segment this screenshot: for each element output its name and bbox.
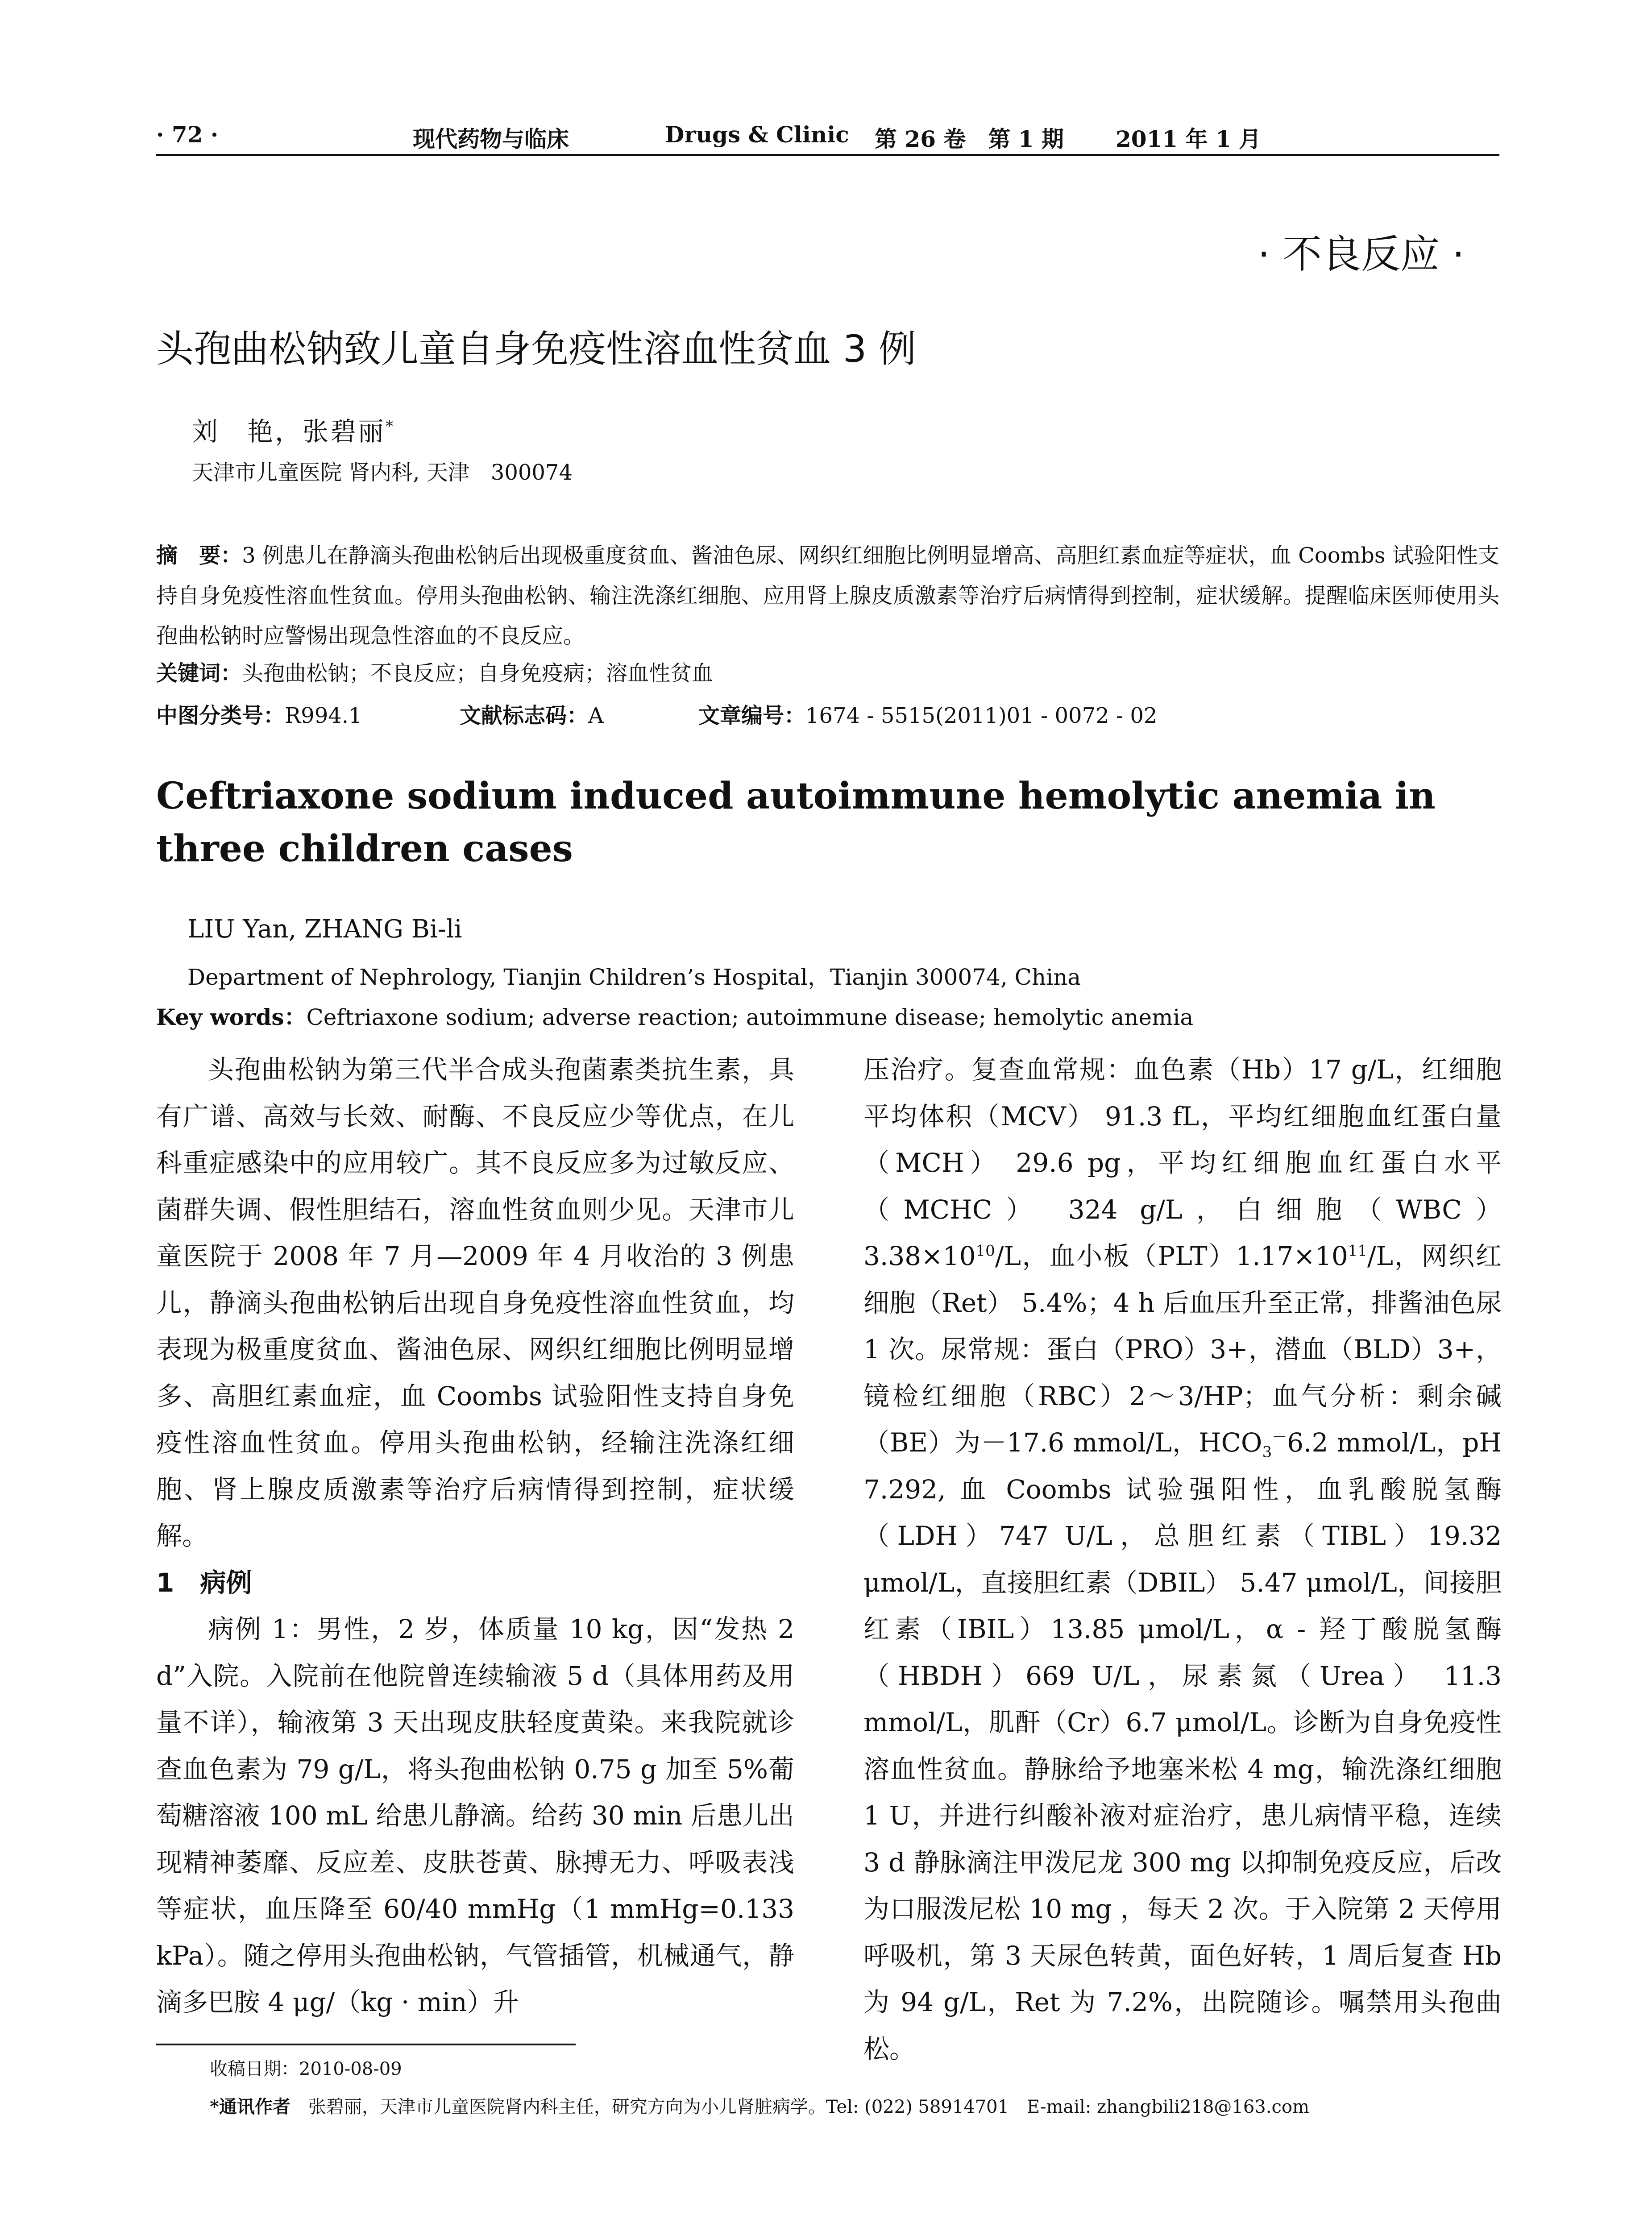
superscript: 10 xyxy=(975,1242,995,1260)
received-date: 收稿日期：2010-08-09 xyxy=(210,2059,402,2079)
doc-code-label: 文献标志码： xyxy=(460,703,589,728)
clc-value: R994.1 xyxy=(285,703,362,728)
corresponding-author xyxy=(210,2093,1309,2118)
authors-en: LIU Yan, ZHANG Bi-li xyxy=(187,915,462,944)
superscript: － xyxy=(1272,1428,1287,1447)
keywords-en xyxy=(156,999,1193,1032)
abstract xyxy=(156,535,1499,656)
article-title-en: Ceftriaxone sodium induced autoimmune hemolytic anemia in three children cases xyxy=(156,775,1436,870)
page-number: · 72 · xyxy=(156,121,219,148)
keywords-zh xyxy=(156,656,713,687)
issue-date: 2011 年 1 月 xyxy=(1116,126,1262,152)
case1-continued xyxy=(863,1046,1502,2072)
text-run: /L，网织红细胞（Ret） 5.4%；4 h 后血压升至正常，排酱油色尿 1 次。尿常规：蛋白（PRO）3+，潜血（BLD）3+，镜检红细胞（RBC）2～3/HP；血气分析：剩余碱（BE）为－17.6 mmol/L，HCO xyxy=(863,1241,1502,1458)
section-heading-cases: 1 病例 xyxy=(156,1567,252,1598)
keywords-zh-label: 关键词： xyxy=(156,661,242,686)
article-number xyxy=(698,698,1157,729)
clc-label: 中图分类号： xyxy=(156,703,285,728)
case1-paragraph: 病例 1：男性，2 岁，体质量 10 kg，因“发热 2 d”入院。入院前在他院曾连续输液 5 d（具体用药及用量不详），输液第 3 天出现皮肤轻度黄染。来我院就诊查血色素为 79 g/L，将头孢曲松钠 0.75 g 加至 5%葡萄糖溶液 100 mL 给患儿静滴。给药 30 min 后患儿出现精神萎靡、反应差、皮肤苍黄、脉搏无力、呼吸表浅等症状，血压降至 60/40 mmHg（1 mmHg=0.133 kPa）。随之停用头孢曲松钠，气管插管，机械通气，静滴多巴胺 4 μg/（kg · min）升 xyxy=(156,1614,794,2017)
doc-code xyxy=(460,698,604,729)
authors-zh xyxy=(192,411,395,448)
journal-name-en: Drugs & Clinic xyxy=(665,121,849,148)
section-tag: · 不良反应 · xyxy=(1258,231,1465,277)
article-number-value: 1674 - 5515(2011)01 - 0072 - 02 xyxy=(805,703,1158,728)
text-run: /L，血小板（PLT）1.17×10 xyxy=(995,1241,1348,1271)
text-run: 压治疗。复查血常规：血色素（Hb）17 g/L，红细胞平均体积（MCV） 91.3 fL，平均红细胞血红蛋白量（MCH） 29.6 pg，平均红细胞血红蛋白水平（MCHC） 324 g/L，白细胞（WBC） 3.38×10 xyxy=(863,1054,1502,1271)
volume-issue: 第 26 卷 第 1 期 xyxy=(875,126,1064,152)
keywords-en-label: Key words： xyxy=(156,1004,307,1030)
abstract-text: 3 例患儿在静滴头孢曲松钠后出现极重度贫血、酱油色尿、网织红细胞比例明显增高、高胆红素血症等症状，血 Coombs 试验阳性支持自身免疫性溶血性贫血。停用头孢曲松钠、输注洗涤红细胞、应用肾上腺皮质激素等治疗后病情得到控制，症状缓解。提醒临床医师使用头孢曲松钠时应警惕出现急性溶血的不良反应。 xyxy=(156,543,1499,648)
affiliation-zh: 天津市儿童医院 肾内科, 天津 300074 xyxy=(192,460,573,485)
subscript: 3 xyxy=(1262,1443,1272,1461)
abstract-label: 摘 要： xyxy=(156,543,242,568)
article-number-label: 文章编号： xyxy=(698,703,806,728)
classification-line xyxy=(156,698,362,729)
intro-paragraph: 头孢曲松钠为第三代半合成头孢菌素类抗生素，具有广谱、高效与长效、耐酶、不良反应少等优点，在儿科重症感染中的应用较广。其不良反应多为过敏反应、菌群失调、假性胆结石，溶血性贫血则少见。天津市儿童医院于 2008 年 7 月—2009 年 4 月收治的 3 例患儿，静滴头孢曲松钠后出现自身免疫性溶血性贫血，均表现为极重度贫血、酱油色尿、网织红细胞比例明显增多、高胆红素血症，血 Coombs 试验阳性支持自身免疫性溶血性贫血。停用头孢曲松钠，经输注洗涤红细胞、肾上腺皮质激素等治疗后病情得到控制，症状缓解。 xyxy=(156,1054,794,1551)
keywords-en-text: Ceftriaxone sodium; adverse reaction; autoimmune disease; hemolytic anemia xyxy=(306,1004,1194,1030)
doc-code-value: A xyxy=(588,703,604,728)
footnote-rule xyxy=(156,2044,576,2045)
corresponding-mark: * xyxy=(386,417,395,435)
corresponding-label: *通讯作者 xyxy=(210,2096,291,2117)
corresponding-text: 张碧丽，天津市儿童医院肾内科主任，研究方向为小儿肾脏病学。Tel: (022) 58914701 E-mail: zhangbili218@163.com xyxy=(290,2097,1309,2117)
body-column-left xyxy=(156,1046,794,2026)
journal-name-zh: 现代药物与临床 xyxy=(413,126,569,152)
body-column-right xyxy=(863,1046,1502,2072)
keywords-zh-text: 头孢曲松钠；不良反应；自身免疫病；溶血性贫血 xyxy=(242,661,714,686)
authors-zh-names: 刘 艳，张碧丽 xyxy=(192,416,386,447)
header-rule xyxy=(156,154,1499,156)
article-title-zh: 头孢曲松钠致儿童自身免疫性溶血性贫血 3 例 xyxy=(156,327,916,371)
superscript: 11 xyxy=(1348,1242,1368,1260)
text-run: 6.2 mmol/L，pH 7.292, 血 Coombs 试验强阳性，血乳酸脱氢酶（LDH）747 U/L，总胆红素（TIBL）19.32 μmol/L，直接胆红素（DBIL） 5.47 μmol/L，间接胆红素（IBIL）13.85 μmol/L，α - 羟丁酸脱氢酶（HBDH）669 U/L，尿素氮（Urea） 11.3 mmol/L，肌酐（Cr）6.7 μmol/L。诊断为自身免疫性溶血性贫血。静脉给予地塞米松 4 mg，输洗涤红细胞 1 U，并进行纠酸补液对症治疗，患儿病情平稳，连续 3 d 静脉滴注甲泼尼龙 300 mg 以抑制免疫反应，后改为口服泼尼松 10 mg ，每天 2 次。于入院第 2 天停用呼吸机，第 3 天尿色转黄，面色好转，1 周后复查 Hb 为 94 g/L，Ret 为 7.2%，出院随诊。嘱禁用头孢曲松。 xyxy=(863,1427,1502,2064)
affiliation-en: Department of Nephrology, Tianjin Children’s Hospital，Tianjin 300074, China xyxy=(187,964,1081,990)
